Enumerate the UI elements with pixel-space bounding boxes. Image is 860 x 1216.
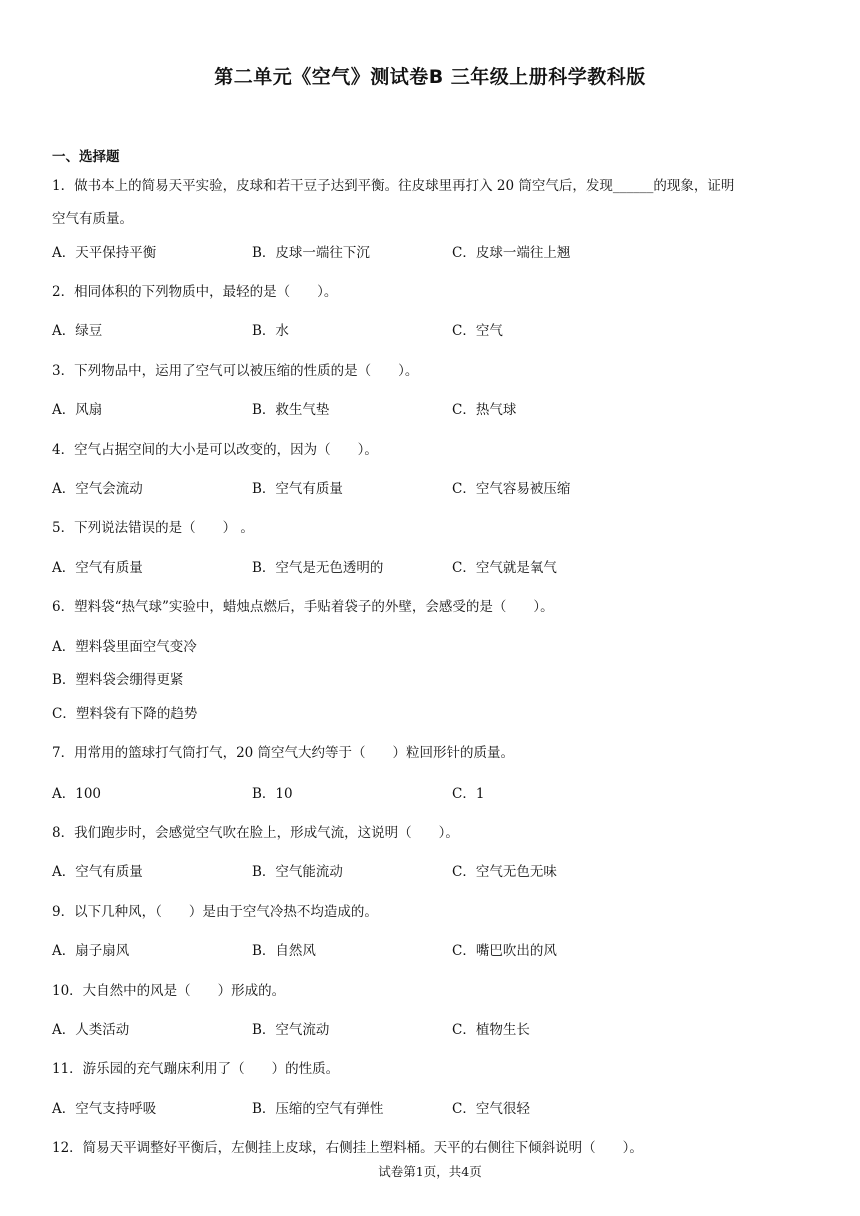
answer-option: A．天平保持平衡 (52, 245, 157, 261)
answer-option: A．塑料袋里面空气变冷 (52, 639, 197, 655)
section-heading: 一、选择题 (52, 149, 120, 165)
answer-option: B．空气有质量 (252, 481, 343, 497)
answer-option: C．嘴巴吹出的风 (452, 943, 557, 959)
answer-option: A．空气有质量 (52, 560, 143, 576)
question-text: 2．相同体积的下列物质中，最轻的是（ ）。 (52, 284, 338, 300)
answer-option: B．空气是无色透明的 (252, 560, 384, 576)
question-text: 6．塑料袋“热气球”实验中，蜡烛点燃后，手贴着袋子的外壁，会感受的是（ ）。 (52, 599, 554, 615)
question-text: 4．空气占据空间的大小是可以改变的，因为（ ）。 (52, 442, 378, 458)
question-text: 11．游乐园的充气蹦床利用了（ ）的性质。 (52, 1061, 340, 1077)
answer-option: B．空气流动 (252, 1022, 330, 1038)
answer-option: B．自然风 (252, 943, 316, 959)
question-text: 10．大自然中的风是（ ）形成的。 (52, 983, 286, 999)
answer-option: B．塑料袋会绷得更紧 (52, 672, 184, 688)
question-text: 7．用常用的篮球打气筒打气，20 筒空气大约等于（ ）粒回形针的质量。 (52, 745, 515, 761)
answer-option: C．空气就是氧气 (452, 560, 557, 576)
answer-option: C．空气无色无味 (452, 864, 557, 880)
question-text: 1．做书本上的简易天平实验，皮球和若干豆子达到平衡。往皮球里再打入 20 筒空气后，发现______的现象，证明 (52, 178, 735, 194)
question-text: 8．我们跑步时，会感觉空气吹在脸上，形成气流，这说明（ ）。 (52, 825, 459, 841)
answer-option: C．皮球一端往上翘 (452, 245, 571, 261)
page-title: 第二单元《空气》测试卷B 三年级上册科学教科版 (214, 66, 646, 88)
answer-option: C．1 (452, 786, 485, 802)
answer-option: B．救生气垫 (252, 402, 330, 418)
page-footer: 试卷第1页，共4页 (378, 1164, 482, 1179)
answer-option: A．100 (52, 786, 102, 802)
answer-option: C．空气容易被压缩 (452, 481, 571, 497)
answer-option: B．水 (252, 323, 289, 339)
answer-option: A．扇子扇风 (52, 943, 130, 959)
question-text: 空气有质量。 (52, 211, 133, 227)
question-text: 12．简易天平调整好平衡后，左侧挂上皮球，右侧挂上塑料桶。天平的右侧往下倾斜说明（ ）。 (52, 1140, 643, 1156)
answer-option: B．皮球一端往下沉 (252, 245, 370, 261)
answer-option: A．空气有质量 (52, 864, 143, 880)
answer-option: A．绿豆 (52, 323, 103, 339)
answer-option: B．空气能流动 (252, 864, 343, 880)
question-text: 9．以下几种风，（ ）是由于空气冷热不均造成的。 (52, 904, 378, 920)
answer-option: C．热气球 (452, 402, 517, 418)
answer-option: C．空气很轻 (452, 1101, 530, 1117)
answer-option: A．空气支持呼吸 (52, 1101, 157, 1117)
answer-option: C．空气 (452, 323, 503, 339)
answer-option: A．人类活动 (52, 1022, 130, 1038)
answer-option: B．10 (252, 786, 293, 802)
answer-option: C．植物生长 (452, 1022, 530, 1038)
question-text: 5．下列说法错误的是（ ） 。 (52, 520, 254, 536)
answer-option: A．空气会流动 (52, 481, 143, 497)
answer-option: C．塑料袋有下降的趋势 (52, 706, 198, 722)
answer-option: B．压缩的空气有弹性 (252, 1101, 384, 1117)
question-text: 3．下列物品中，运用了空气可以被压缩的性质的是（ ）。 (52, 363, 419, 379)
answer-option: A．风扇 (52, 402, 103, 418)
